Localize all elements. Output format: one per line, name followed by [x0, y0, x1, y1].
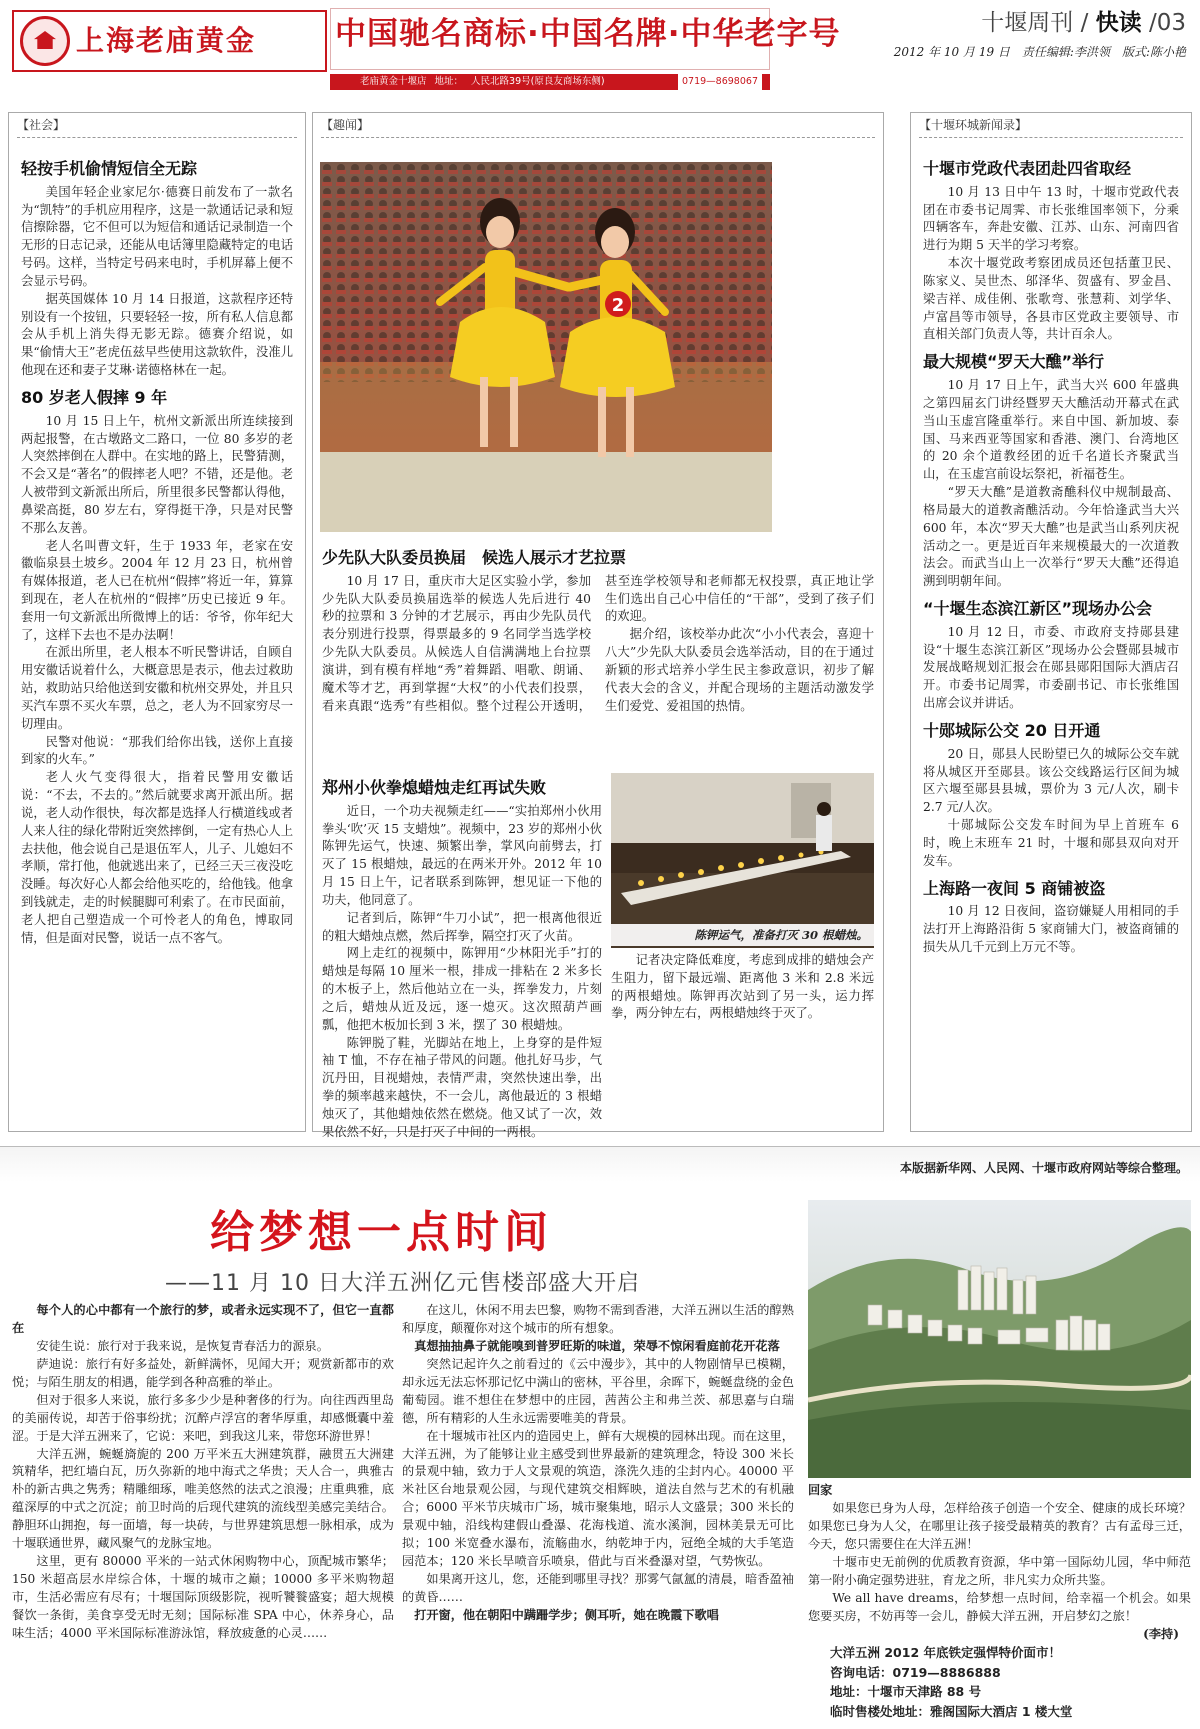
ad-paragraph: 在十堰城市社区内的造园史上，鲜有大规模的园林出现。而在这里，大洋五洲，为了能够让业主感受到世界最新的建筑理念，特设 300 米长的景观中轴，致力于人文景观的筑造，涤洗久违的尘封内心。40000 平米社区台地景观公园，与现代建筑交相辉映，道法自然与艺术的有机融合；6000 平米节庆城市广场，城市聚集地，昭示人文盛景；300 米长的景观中轴，沿线构建假山叠瀑、花海栈道、流水溪涧，园林美景无可比拟；100 米宽叠水瀑布，流觞曲水，纳乾坤于内，冠绝全城的大手笔造园范本；120 米长旱喷音乐喷泉，借此与百米叠瀑对望，气势恢弘。 — [402, 1428, 794, 1569]
masthead — [0, 0, 1200, 96]
article-paragraph: 10 月 12 日夜间，盗窃嫌疑人用相同的手法打开上海路沿街 5 家商铺大门，被盗商铺的损失从几千元到上万元不等。 — [923, 904, 1179, 954]
article-paragraph: 十郧城际公交发车时间为早上首班车 6 时，晚上末班车 21 时，十堰和郧县双向对开发车。 — [923, 818, 1179, 868]
article-title: 少先队大队委员换届 候选人展示才艺拉票 — [322, 548, 627, 567]
ad-column-3 — [808, 1482, 1191, 1721]
article-student-election — [322, 540, 874, 715]
article-title: 十堰市党政代表团赴四省取经 — [923, 159, 1132, 178]
ad-contact-phone: 咨询电话：0719—8886888 — [830, 1664, 1001, 1680]
article-paragraph: 据英国媒体 10 月 14 日报道，这款程序还特别设有一个按钮，只要轻轻一按，所有私人信息都会从手机上消失得无影无踪。德赛介绍说，如果“偷情大王”老虎伍兹早些使用这款软件，没准儿他现在还和妻子艾琳·诺德格林在一起。 — [21, 291, 293, 378]
section-label: 【十堰环城新闻录】 — [919, 118, 1028, 132]
article-title: 80 岁老人假摔 9 年 — [21, 387, 168, 407]
ad-paragraph: 突然记起许久之前看过的《云中漫步》，其中的人物剧情早已模糊，却永远无法忘怀那记忆中满山的密林，平谷里，余晖下，蜿蜒盘绕的金色葡萄园。谁不想住在梦想中的庄园，茜茜公主和弗兰茨、郝思嘉与白瑞德，所有精彩的人生永远需要唯美的背景。 — [402, 1356, 794, 1425]
article-paragraph: 老人名叫曹文轩，生于 1933 年，老家在安徽临泉县土坡乡。2004 年 12 月 23 日，杭州曾有媒体报道，老人已在杭州“假摔”将近一年，算算到现在，老人在杭州的“假摔”历史已接近 9 年。套用一句文新派出所微博上的话：爷爷，你年纪大了，这样下去也不是办法啊！ — [21, 538, 293, 642]
ad-paragraph: We all have dreams，给梦想一点时间，给幸福一个机会。如果您要买房，不妨再等一会儿，静候大洋五洲，开启梦幻之旅！ — [808, 1590, 1191, 1623]
estate-aerial-photo — [808, 1200, 1191, 1478]
ad-title: 给梦想一点时间 — [210, 1207, 553, 1258]
source-note: 本版据新华网、人民网、十堰市政府网站等综合整理。 — [899, 1161, 1188, 1175]
article-title: “十堰生态滨江新区”现场办公会 — [923, 598, 1153, 618]
page-header — [894, 6, 1186, 62]
candles-photo — [611, 773, 874, 948]
article-paragraph: 记者到后，陈钾“牛刀小试”，把一根离他很近的粗大蜡烛点燃，然后挥拳，隔空打灭了火苗。 — [322, 910, 602, 943]
article-paragraph: 记者决定降低难度，考虑到成排的蜡烛会产生阻力，留下最远端、距离他 3 米和 2.8 米远的两根蜡烛。陈钾再次站到了另一头，运力挥拳，两分钟左右，两根蜡烛终于灭了。 — [611, 953, 874, 1021]
laomiao-gold-logo — [12, 10, 327, 72]
store-info-bar — [330, 74, 770, 90]
ad-column-1 — [12, 1302, 394, 1643]
article-paragraph: 美国年轻企业家尼尔·德赛日前发布了一款名为“凯特”的手机应用程序，这是一款通话记录和短信擦除器，它不但可以为短信和通话记录制造一个无形的日志记录，还能从电话簿里隐藏特定的电话号码。这样，当特定号码来电时，手机屏幕上便不会显示号码。 — [21, 184, 293, 288]
store-name: 老庙黄金十堰店 — [360, 76, 427, 87]
article-title: 轻按手机偷情短信全无踪 — [21, 159, 198, 178]
article-paragraph: 本次十堰党政考察团成员还包括董卫民、陈家义、吴世杰、邬泽华、贺盛有、罗金昌、梁吉祥、成佳俐、张歌弯、张慧莉、刘学华、卢富昌等市领导，各县市区党政主要领导、市直相关部门负责人等，共计百余人。 — [923, 256, 1179, 342]
ad-author: (李持) — [1143, 1626, 1179, 1641]
ad-paragraph: 但对于很多人来说，旅行多多少少是种奢侈的行为。向往西西里岛的美丽传说，却苦于俗事纷扰；沉醉卢浮宫的奢华厚重，却感慨囊中羞涩。于是大洋五洲来了，它说：来吧，到我这儿来，带您环游世界！ — [12, 1392, 394, 1443]
contestant-number: 2 — [611, 295, 625, 316]
dancing-girls-photo — [320, 162, 772, 532]
temple-seal-icon — [20, 16, 70, 66]
article-paragraph: 陈钾脱了鞋，光脚站在地上，上身穿的是件短袖 T 恤，不存在袖子带风的问题。他扎好马步，气沉丹田，目视蜡烛，表情严肃，突然快速出拳，出拳的频率越来越快，不一会儿，离他最近的 3 根蜡烛灭了，其他蜡烛依然在燃烧。他又试了一次，效果依然不好，只是打灭了中间的一两根。 — [322, 1035, 602, 1139]
article-paragraph: 据介绍，该校举办此次“小小代表会，喜迎十八大”少先队大队委员会选举活动，目的在于通过新颖的形式培养小学生民主参政意识，初步了解代表大会的含义，并配合现场的主题活动激发学生们爱党、爱祖国的热情。 — [605, 627, 874, 713]
article-title: 最大规模“罗天大醮”举行 — [923, 352, 1105, 372]
article-candle-kungfu — [322, 770, 602, 1142]
ad-paragraph: 大洋五洲，蜿蜒旖旎的 200 万平米五大洲建筑群，融贯五大洲建筑精华，把红墙白瓦，历久弥新的地中海式之华贵；天人合一，典雅古朴的新古典之隽秀；精雕细琢，唯美悠然的法式之浪漫；庄重典雅，底蕴深厚的中式之沉淀；前卫时尚的后现代建筑的流线型美感完美结合。静胆环山拥抱，每一面墙，每一块砖，与世界建筑思想一脉相承，成为十堰联通世界，藏风聚气的龙脉宝地。 — [12, 1446, 394, 1551]
ad-paragraph: 如果离开这儿，您，还能到哪里寻找？那雾气氤氲的清晨，暗香盈袖的黄昏…… — [402, 1572, 794, 1604]
ad-paragraph: 安徒生说：旅行对于我来说，是恢复青春活力的源泉。 — [36, 1338, 329, 1353]
store-address: 人民北路39号(原良友商场东侧) — [471, 76, 605, 87]
ad-paragraph: 十堰市史无前例的优质教育资源，华中第一国际幼儿园，华中师范第一附小确定强势进驻，育龙之所，非凡实力众所共鉴。 — [808, 1554, 1191, 1587]
section-name: 快读 — [1095, 10, 1142, 36]
ad-contact-address: 地址：十堰市天津路 88 号 — [830, 1684, 982, 1700]
article-paragraph: 民警对他说：“那我们给你出钱，送你上直接到家的火车。” — [21, 734, 293, 767]
photo-caption: 陈钾运气，准备打灭 30 根蜡烛。 — [611, 924, 874, 946]
ad-paragraph: 萨迪说：旅行有好多益处，新鲜满怀，见闻大开；观赏新都市的欢悦；与陌生朋友的相遇，能学到各种高雅的举止。 — [12, 1356, 394, 1389]
paper-name: 十堰周刊 — [981, 10, 1074, 36]
store-phone: 0719—8698067 — [678, 74, 762, 90]
ad-heading: 真想抽抽鼻子就能嗅到普罗旺斯的味道，荣辱不惊闲看庭前花开花落 — [414, 1338, 780, 1353]
article-title: 上海路一夜间 5 商铺被盗 — [923, 878, 1106, 898]
page-title: 十堰周刊 / 快读 /03 — [981, 10, 1186, 36]
article-paragraph: 10 月 17 日上午，武当大兴 600 年盛典之第四届玄门讲经暨罗天大醮活动开幕式在武当山玉虚宫隆重举行。来自中国、新加坡、泰国、马来西亚等国家和香港、澳门、台湾地区的 20 余个道教经团的近千名道长齐聚武当山，在玉虚宫前设坛祭祀，祈福苍生。 — [923, 378, 1179, 482]
section-label: 【社会】 — [17, 118, 66, 132]
ad-subtitle: ——11 月 10 日大洋五洲亿元售楼部盛大开启 — [165, 1271, 640, 1296]
ad-contact-sales-office: 临时售楼处地址：雅阁国际大酒店 1 楼大堂 — [830, 1703, 1073, 1719]
article-paragraph: “罗天大醮”是道教斋醮科仪中规制最高、格局最大的道教斋醮活动。今年恰逢武当大兴 600 年，本次“罗天大醮”也是武当山系列庆祝活动之一。更是近百年来规模最大的一次道教法会。而武当山上一次举行“罗天大醮”还得追溯到明朝年间。 — [923, 485, 1179, 589]
page-number: /03 — [1148, 10, 1186, 36]
ad-contact-headline: 大洋五洲 2012 年底铁定强悍特价面市！ — [830, 1645, 1061, 1661]
column-society — [8, 112, 306, 1132]
article-paragraph: 10 月 12 日，市委、市政府支持郧县建设“十堰生态滨江新区”现场办公会暨郧县城市发展战略规划汇报会在郧县郧阳国际大酒店召开。市委书记周霁，市委副书记、市长张维国出席会议并讲话。 — [923, 624, 1179, 711]
article-paragraph: 10 月 15 日上午，杭州文新派出所连续接到两起报警，在古墩路文二路口，一位 80 多岁的老人突然摔倒在人群中。在实地的路上，民警猜测，不会又是“著名”的假摔老人吧？不错，还是他。老人被带到文新派出所后，所里很多民警都认得他，鼻梁高挺，80 岁左右，穿得挺干净，只是对民警不那么友善。 — [21, 413, 293, 535]
article-title: 郑州小伙拳熄蜡烛走红再试失败 — [322, 778, 547, 797]
article-paragraph: 10 月 17 日，重庆市大足区实验小学，参加少先队大队委员换届选举的候选人先后进行 40 秒的拉票和 3 分钟的才艺展示，再由少先队员代表分别进行投票，得票最多的 9 名同学当选学校少先队大队委员。从候选人自信满满地上台拉票演讲，到有模有样地“秀”着舞蹈、唱歌、朗诵、魔术等才艺，再到掌握“大权”的小代表们投票，看来真跟“选秀”有些相似。整个过程公开透明，甚至连学校领导和老师都无权投票，真正地让学生们选出自己心中信任的“干部”，受到了孩子们的欢迎。 — [322, 573, 874, 713]
ad-section-label: 回家 — [808, 1483, 833, 1497]
article-paragraph: 网上走红的视频中，陈钾用“少林阳光手”打的蜡烛是每隔 10 厘米一根，排成一排粘在 2 米多长的木板子上，然后他站立在一头，挥拳发力，片刻之后，蜡烛从近及远，逐一熄灭。这次照葫芦画瓢，他把木板加长到 3 米，摆了 30 根蜡烛。 — [322, 946, 602, 1032]
article-candle-kungfu-continued — [611, 952, 874, 1023]
ad-lead: 每个人的心中都有一个旅行的梦，或者永远实现不了，但它一直都在 — [12, 1303, 394, 1335]
article-paragraph: 10 月 13 日中午 13 时，十堰市党政代表团在市委书记周霁、市长张维国率领下，分乘四辆客车，奔赴安徽、江苏、山东、河南四省进行为期 5 天半的学习考察。 — [923, 184, 1179, 253]
article-paragraph: 在派出所里，老人根本不听民警讲话，自顾自用安徽话说着什么，大概意思是表示，他去过救助站，救助站只给他送到安徽和杭州交界处，并且只买汽车票不买火车票，总之，老人为不回家穷尽一切理由。 — [21, 645, 293, 731]
ad-paragraph: 在这儿，休闲不用去巴黎，购物不需到香港，大洋五洲以生活的醇熟和厚度，颠覆你对这个城市的所有想象。 — [402, 1303, 794, 1335]
ad-paragraph: 如果您已身为人母，怎样给孩子创造一个安全、健康的成长环境？如果您已身为人父，在哪里让孩子接受最精英的教育？古有孟母三迁，今天，您只需要住在大洋五洲！ — [808, 1500, 1191, 1551]
store-address-label: 地址： — [434, 76, 464, 87]
article-paragraph: 老人火气变得很大，指着民警用安徽话说：“不去，不去的。”然后就要求离开派出所。据说，老人动作很快，每次都是选择人行横道线或者人来人往的绿化带附近突然摔倒，一定有热心人上去扶他，他会说自己是退伍军人，儿子、儿媳妇不孝顺，常打他，他就逃出来了，已经三天三夜没吃没睡。每次好心人都会给他买吃的，给他钱。他拿到钱就走，走的时候腿脚可利索了。在市民面前，老人把自己塑造成一个可怜老人的角色，博取同情，但是面对民警，说话一点不客气。 — [21, 770, 293, 945]
date-editor-line: 2012 年 10 月 19 日 责任编辑:李洪领 版式:陈小艳 — [893, 45, 1186, 60]
ad-contact-block — [808, 1643, 1191, 1721]
brand-slogan: 中国驰名商标·中国名牌·中华老字号 — [335, 16, 841, 52]
logo-text: 上海老庙黄金 — [76, 24, 257, 58]
article-paragraph: 20 日，郧县人民盼望已久的城际公交车就将从城区开至郧县。该公交线路运行区间为城区六堰至郧县县城，票价为 3 元/人次，刷卡 2.7 元/人次。 — [923, 746, 1179, 815]
article-paragraph: 近日，一个功夫视频走红——“实拍郑州小伙用拳头‘吹’灭 15 支蜡烛”。视频中，23 岁的郑州小伙陈钾先运气，快速、频繁出拳，掌风向前劈去，打灭了 15 根蜡烛，最远的在两米开外。2012 年 10 月 15 日上午，记者联系到陈钾，想见证一下他的功夫，他同意了。 — [322, 803, 602, 907]
section-label: 【趣闻】 — [321, 118, 370, 132]
ad-heading: 打开窗，他在朝阳中蹒跚学步；侧耳听，她在晚霞下歌唱 — [414, 1607, 719, 1622]
ad-column-2 — [402, 1302, 794, 1625]
article-title: 十郧城际公交 20 日开通 — [923, 720, 1101, 740]
column-shiyan-news — [910, 112, 1192, 1132]
ad-paragraph: 这里，更有 80000 平米的一站式休闲购物中心，顶配城市繁华；150 米超高层水岸综合体，十堰的城市之巅；10000 多平米购物超市，生活必需应有尽有；十堰国际顶级影院，视听饕餮盛宴；超大规模餐饮一条街，美食享受无时无刻；国际标准 SPA 中心，休养身心，品味生活；4000 平米国际标准游泳馆，释放疲惫的心灵…… — [12, 1554, 394, 1640]
